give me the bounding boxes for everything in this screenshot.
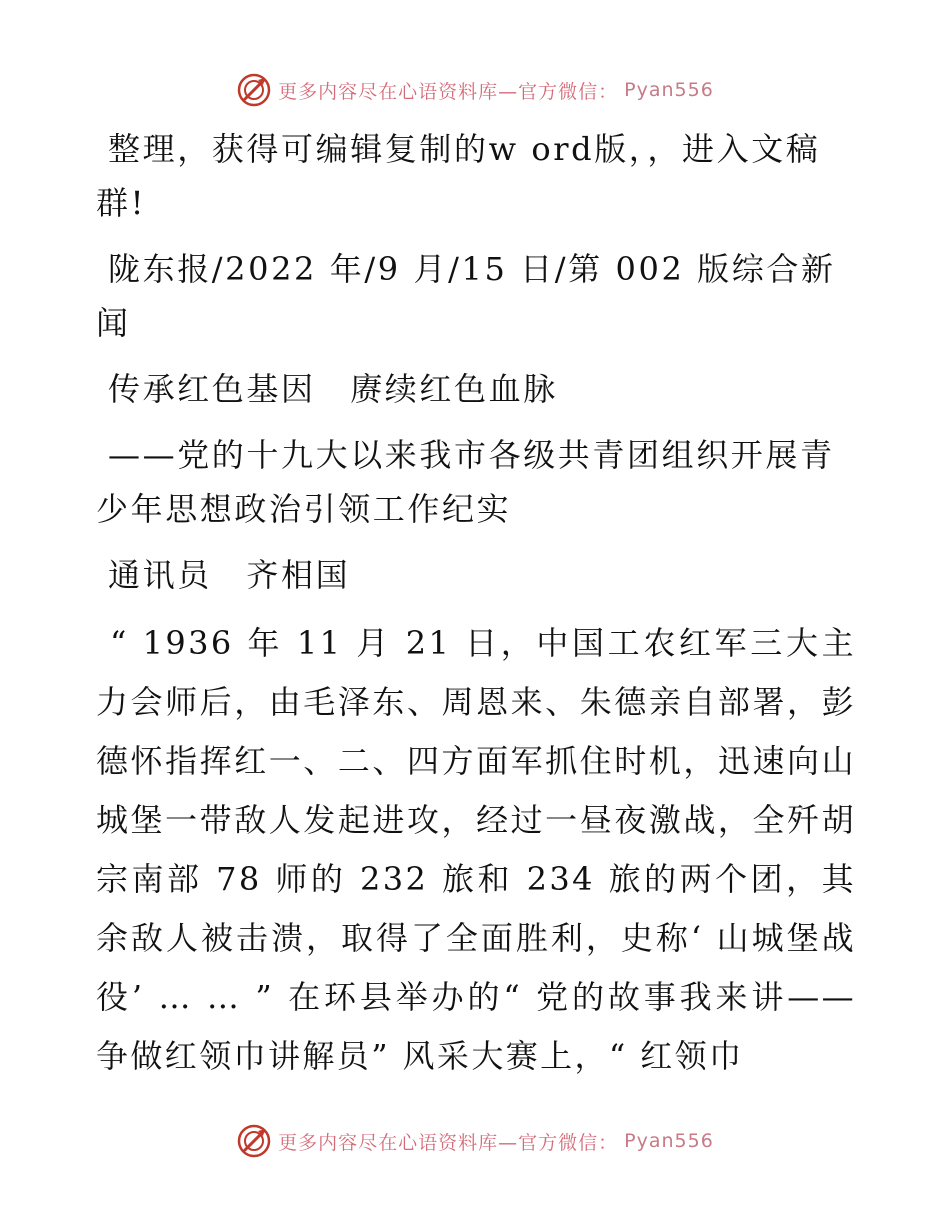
- article-title: 传承红色基因 赓续红色血脉: [108, 370, 558, 408]
- seal-logo-icon: [236, 1123, 272, 1159]
- body-paragraph: “ 1936 年 11 月 21 日，中国工农红军三大主力会师后，由毛泽东、周恩来、朱德亲自部署，彭德怀指挥红一、二、四方面军抓住时机，迅速向山城堡一带敌人发起进攻，经过一昼夜激战，全歼胡宗南部 78 师的 232 旅和 234 旅的两个团，其余敌人被击溃，取得了全面胜利，史称‘ 山城堡战役’ … … ” 在环县举办的“ 党的故事我来讲——争做红领巾讲解员” 风采大赛上，“ 红领巾: [96, 624, 856, 1075]
- article-subtitle: ——党的十九大以来我市各级共青团组织开展青少年思想政治引领工作纪实: [96, 436, 835, 528]
- watermark-wechat-id: Pyan556: [624, 1130, 714, 1152]
- header-watermark: [0, 72, 950, 108]
- watermark-text: 更多内容尽在心语资料库—官方微信：: [278, 1131, 619, 1154]
- intro-paragraph: 整理，获得可编辑复制的w ord版，，进入文稿群!: [96, 130, 821, 222]
- seal-logo-icon: [236, 72, 272, 108]
- footer-watermark: [0, 1123, 950, 1159]
- source-line: 陇东报/2022 年/9 月/15 日/第 002 版综合新闻: [96, 250, 836, 342]
- watermark-wechat-id: Pyan556: [624, 79, 714, 101]
- watermark-text: 更多内容尽在心语资料库—官方微信：: [278, 80, 619, 103]
- byline: 通讯员 齐相国: [108, 556, 351, 594]
- document-body: [96, 122, 856, 1098]
